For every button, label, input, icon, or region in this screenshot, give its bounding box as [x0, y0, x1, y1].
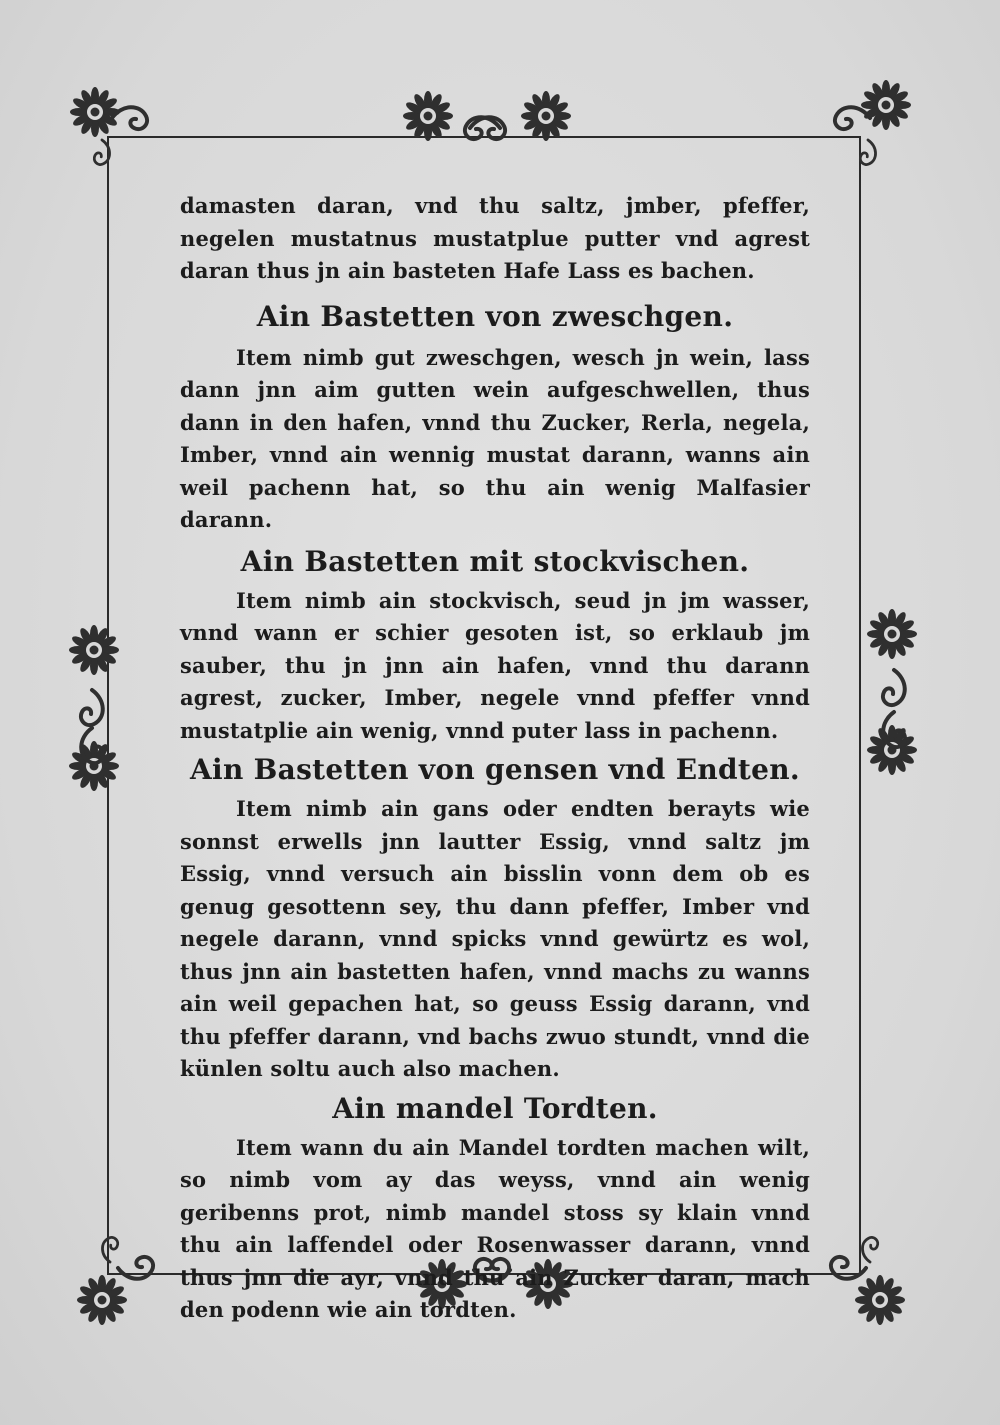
corner-ornament-bottom-left — [77, 1237, 153, 1325]
side-ornament-left — [69, 625, 119, 791]
corner-ornament-top-left — [70, 87, 147, 165]
corner-ornament-bottom-right — [831, 1237, 905, 1325]
section-body-stockvischen: Item nimb ain stockvisch, seud jn jm wasser, vnnd wann er schier gesoten ist, so erklaub jm sauber, thu jn jnn ain hafen, vnnd thu darann agrest, zucker, Imber, negele vnnd pfeffer vnnd mustatplie ain wenig, vnnd puter lass in pachenn. — [180, 587, 810, 743]
section-body-zweschgen: Item nimb gut zweschgen, wesch jn wein, lass dann jnn aim gutten wein aufgeschwellen, thus dann in den hafen, vnnd thu Zucker, Rerla, negela, Imber, vnnd ain wennig mustat darann, wanns ain weil pachenn hat, so thu ain wenig Malfasier darann. — [180, 344, 810, 532]
section-heading-gensen: Ain Bastetten von gensen vnd Endten. — [190, 753, 800, 786]
center-ornament-top — [403, 91, 571, 141]
recipe-intro-paragraph: damasten daran, vnd thu saltz, jmber, pfeffer, negelen mustatnus mustatplue putter vnd agrest daran thus jn ain basteten Hafe Lass es bachen. — [180, 193, 810, 283]
section-heading-stockvischen: Ain Bastetten mit stockvischen. — [240, 544, 750, 578]
section-heading-mandel-tordten: Ain mandel Tordten. — [332, 1091, 658, 1125]
section-body-mandel-tordten: Item wann du ain Mandel tordten machen wilt, so nimb vom ay das weyss, vnnd ain wenig geribenns prot, nimb mandel stoss sy klain vnnd thu ain laffendel oder Rosenwasser darann, vnnd thus jnn die ayr, vnnd thu ain Zucker daran, mach den podenn wie ain tordten. — [180, 1134, 810, 1322]
page-text — [180, 190, 810, 1327]
section-heading-zweschgen: Ain Bastetten von zweschgen. — [256, 299, 734, 333]
corner-ornament-top-right — [835, 80, 911, 165]
side-ornament-right — [867, 609, 917, 775]
section-body-gensen: Item nimb ain gans oder endten berayts wie sonnst erwells jnn lautter Essig, vnnd saltz jm Essig, vnnd versuch ain bisslin vonn dem ob es genug gesottenn sey, thu dann pfeffer, Imber vnd negele darann, vnnd spicks vnnd gewürtz es wol, thus jnn ain bastetten hafen, vnnd machs zu wanns ain weil gepachen hat, so geuss Essig darann, vnd thu pfeffer darann, vnd bachs zwuo stundt, vnnd die künlen soltu auch also machen. — [180, 796, 810, 1081]
